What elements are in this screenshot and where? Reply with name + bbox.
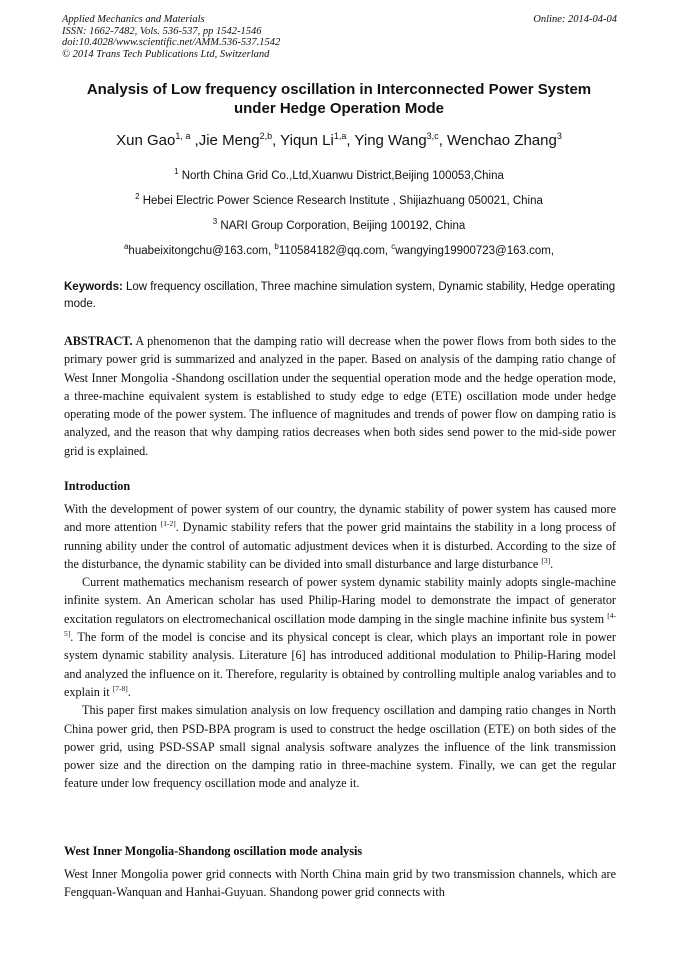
- email-c: wangying19900723@163.com,: [395, 244, 555, 257]
- intro-p1-text: With the development of power system of our country, the dynamic stability of power system has caused more and more attention: [64, 502, 616, 535]
- author-name: , Yiqun Li: [272, 132, 334, 149]
- section2-body: [64, 865, 616, 902]
- author-name: ,Jie Meng: [190, 132, 260, 149]
- online-date: Online: 2014-04-04: [533, 14, 617, 25]
- keywords-block: [64, 279, 616, 313]
- intro-p1-text: . Dynamic stability refers that the power grid maintains the stability in a long process of running ability under the control of automatic adjustment devices when it is disturbed. According to the size of the disturbance, the dynamic stability can be divided into small disturbance and large disturbance: [64, 520, 616, 571]
- intro-paragraph-3: This paper first makes simulation analysis on low frequency oscillation and damping ratio changes in North China power grid, then PSD-BPA program is used to construct the hedge oscillation (ETE) on both sides of the power grid, using PSD-SSAP small signal analysis software analyzes the influence of the link transmission power size and the direction on the damping ratio in three-machine system. Finally, we can get the regular feature under low frequency oscillation mode and analyze it.: [64, 703, 616, 791]
- author-sup: 1,a: [333, 131, 347, 141]
- title-line-2: under Hedge Operation Mode: [233, 100, 444, 117]
- section2-paragraph-1: West Inner Mongolia power grid connects with North China main grid by two transmission channels, which are Fengquan-Wanquan and Hanhai-Guyuan. Shandong power grid connects with: [64, 867, 616, 900]
- citation: [4-5]: [64, 610, 616, 639]
- intro-p1-text: .: [550, 556, 554, 571]
- author-sup: 3,c: [426, 131, 439, 141]
- email-sup: b: [274, 242, 279, 251]
- citation: [1-2]: [160, 519, 176, 529]
- journal-header: [62, 14, 617, 60]
- abstract-text: A phenomenon that the damping ratio will decrease when the power flows from both sides to the primary power grid is summarized and analyzed in the paper. Based on analysis of the damping ratio change of West Inner Mongolia -Shandong oscillation under the sequential operation mode and the hedge operation mode, a three-machine equivalent system is established to study edge to edge (ETE) oscillation mode under hedge operating mode of the power system. The influence of magnitudes and trends of power flow on damping ratio is analyzed, and the reason that why damping ratios decreases when both sides send power to the mid-side power grid is explained.: [64, 334, 616, 458]
- doi-line: doi:10.4028/www.scientific.net/AMM.536-537.1542: [62, 37, 281, 48]
- affiliation-text: North China Grid Co.,Ltd,Xuanwu District,Beijing 100053,China: [178, 169, 504, 182]
- email-sup: a: [123, 242, 129, 251]
- author-sup: 1, a: [175, 131, 191, 141]
- affiliation-3: [40, 217, 638, 232]
- intro-paragraph-1: [64, 500, 616, 573]
- journal-name: Applied Mechanics and Materials: [62, 14, 205, 25]
- citation: [3]: [541, 555, 551, 565]
- introduction-body: [64, 500, 616, 793]
- intro-p2-text: Current mathematics mechanism research of power system dynamic stability mainly adopts single-machine infinite system. An American scholar has used Philip-Haring model to demonstrate the impact of generator excitation regulators on electromechanical oscillation mode damping in the single machine infinite bus system: [64, 575, 616, 626]
- author-sup: 3: [556, 131, 562, 141]
- author-sup: 2,b: [259, 131, 273, 141]
- affiliation-2: [40, 192, 638, 207]
- keywords-text: Low frequency oscillation, Three machine simulation system, Dynamic stability, Hedge operating mode.: [64, 281, 616, 310]
- author-name: , Ying Wang: [346, 132, 427, 149]
- email-a: huabeixitongchu@163.com,: [128, 244, 275, 257]
- affiliation-text: NARI Group Corporation, Beijing 100192, China: [217, 219, 466, 232]
- introduction-heading: Introduction: [64, 479, 131, 493]
- intro-p2-text: . The form of the model is concise and its physical concept is clear, which plays an important role in power system dynamic stability analysis. Literature [6] has introduced additional modulation to Philip-Haring model and analyzed the influence on it. Therefore, regularity is obtained by controlling multiple analog variables and to explain it: [64, 630, 616, 699]
- section2-heading: West Inner Mongolia-Shandong oscillation mode analysis: [64, 844, 363, 858]
- title-line-1: Analysis of Low frequency oscillation in Interconnected Power System: [86, 81, 592, 98]
- keywords-label: Keywords:: [64, 281, 123, 293]
- author-emails: [40, 242, 638, 257]
- author-list: [40, 131, 638, 149]
- affiliation-sup: 3: [212, 217, 218, 226]
- author-name: Xun Gao: [116, 132, 176, 149]
- abstract-block: [64, 332, 616, 460]
- citation: [7-8]: [112, 683, 128, 693]
- intro-p2-text: .: [127, 684, 131, 699]
- affiliation-1: [40, 167, 638, 182]
- affiliation-text: Hebei Electric Power Science Research Institute , Shijiazhuang 050021, China: [139, 194, 543, 207]
- issn-line: ISSN: 1662-7482, Vols. 536-537, pp 1542-1546: [62, 25, 262, 37]
- author-name: , Wenchao Zhang: [438, 132, 557, 149]
- email-b: 110584182@qq.com,: [278, 244, 392, 257]
- abstract-label: ABSTRACT.: [64, 334, 133, 348]
- copyright-line: © 2014 Trans Tech Publications Ltd, Switzerland: [62, 48, 270, 60]
- paper-title: [40, 80, 638, 118]
- email-sup: c: [391, 242, 396, 251]
- affiliation-sup: 1: [174, 167, 179, 176]
- intro-paragraph-2: [64, 573, 616, 701]
- affiliation-sup: 2: [135, 192, 140, 201]
